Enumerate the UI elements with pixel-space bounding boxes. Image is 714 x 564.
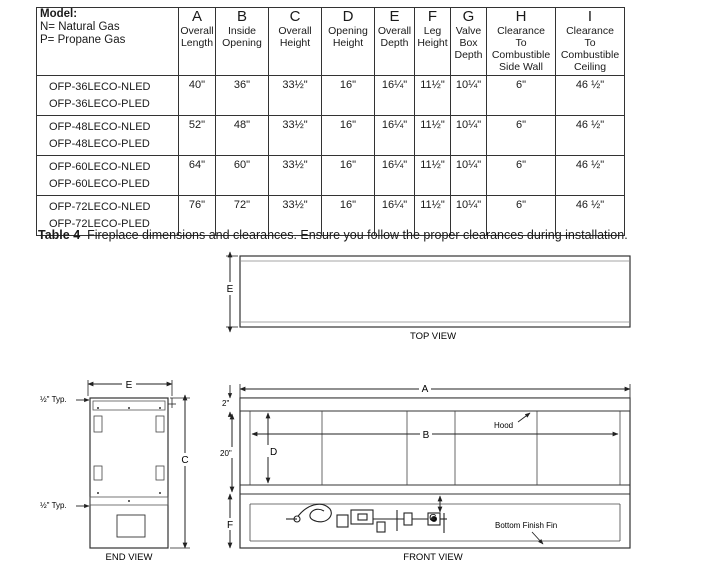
model-header-title: Model: <box>40 8 78 20</box>
value-g: 10¼" <box>451 156 487 196</box>
model-propane-gas: OFP-60LECO-PLED <box>49 178 150 190</box>
value-e: 16¼" <box>375 196 415 236</box>
value-f: 11½" <box>415 156 451 196</box>
value-f: 11½" <box>415 196 451 236</box>
value-d: 16" <box>322 76 375 116</box>
top-view-title: TOP VIEW <box>409 331 457 342</box>
model-natural-gas: OFP-48LECO-NLED <box>49 121 151 133</box>
model-propane-gas: OFP-36LECO-PLED <box>49 98 150 110</box>
column-letter: A <box>191 8 202 25</box>
column-label: Combustible <box>560 49 620 61</box>
value-b: 36" <box>216 76 269 116</box>
column-label: Combustible <box>491 49 551 61</box>
value-i: 46 ½" <box>556 156 625 196</box>
end-view-title: END VIEW <box>105 552 153 563</box>
value-a: 52" <box>179 116 216 156</box>
column-letter: E <box>389 8 400 25</box>
value-c: 33½" <box>269 156 322 196</box>
front-view-dim-g: G <box>429 513 437 524</box>
front-view-20in-label: 20" <box>220 449 232 458</box>
column-label: Ceiling <box>573 61 607 73</box>
value-f: 11½" <box>415 116 451 156</box>
value-c: 33½" <box>269 116 322 156</box>
front-view-hood <box>240 398 630 411</box>
front-view-dim-a: A <box>421 384 429 395</box>
column-label: Inside <box>227 25 257 37</box>
column-label: Valve <box>455 25 482 37</box>
value-h: 6" <box>487 156 556 196</box>
column-letter: G <box>462 8 475 25</box>
model-header-natural-gas: N= Natural Gas <box>40 21 120 33</box>
column-label: Box <box>459 37 478 49</box>
model-natural-gas: OFP-60LECO-NLED <box>49 161 151 173</box>
value-c: 33½" <box>269 76 322 116</box>
column-label: Depth <box>380 37 409 49</box>
value-d: 16" <box>322 116 375 156</box>
value-d: 16" <box>322 156 375 196</box>
front-view-dim-f: F <box>226 520 234 531</box>
model-header-propane-gas: P= Propane Gas <box>40 34 126 46</box>
value-c: 33½" <box>269 196 322 236</box>
column-label: To <box>584 37 596 49</box>
value-a: 76" <box>179 196 216 236</box>
column-label: Side Wall <box>499 61 543 73</box>
column-label: Overall <box>377 25 412 37</box>
column-label: Height <box>332 37 364 49</box>
column-letter: H <box>515 8 527 25</box>
front-view-dim-d: D <box>270 447 278 458</box>
value-e: 16¼" <box>375 156 415 196</box>
value-f: 11½" <box>415 76 451 116</box>
value-b: 48" <box>216 116 269 156</box>
front-view-dim-b: B <box>422 430 430 441</box>
front-view-title: FRONT VIEW <box>403 552 463 563</box>
half-typ-top-label: ½" Typ. <box>40 395 67 404</box>
value-i: 46 ½" <box>556 116 625 156</box>
value-b: 60" <box>216 156 269 196</box>
column-label: Height <box>279 37 311 49</box>
caption-text: Fireplace dimensions and clearances. Ensure you follow the proper clearances during installation. <box>87 228 628 242</box>
model-propane-gas: OFP-48LECO-PLED <box>49 138 150 150</box>
column-label: To <box>515 37 527 49</box>
half-typ-bottom-label: ½" Typ. <box>40 501 67 510</box>
value-h: 6" <box>487 76 556 116</box>
value-g: 10¼" <box>451 196 487 236</box>
value-a: 40" <box>179 76 216 116</box>
column-label: Leg <box>423 25 442 37</box>
top-view-dim-e: E <box>226 284 234 295</box>
end-view <box>40 378 191 563</box>
value-d: 16" <box>322 196 375 236</box>
column-label: Overall <box>180 25 214 37</box>
top-view <box>224 252 630 342</box>
column-label: Clearance <box>497 25 545 37</box>
end-view-dim-e: E <box>125 380 133 391</box>
column-label: Clearance <box>566 25 614 37</box>
value-h: 6" <box>487 116 556 156</box>
value-h: 6" <box>487 196 556 236</box>
hood-label: Hood <box>494 421 514 430</box>
column-label: Height <box>417 37 448 49</box>
column-label: Length <box>180 37 214 49</box>
column-letter: C <box>289 8 301 25</box>
front-view-2in-label: 2" <box>222 399 230 408</box>
column-label: Opening <box>222 37 262 49</box>
value-i: 46 ½" <box>556 196 625 236</box>
model-natural-gas: OFP-72LECO-NLED <box>49 201 151 213</box>
value-a: 64" <box>179 156 216 196</box>
column-label: Overall <box>278 25 312 37</box>
bottom-finish-fin-label: Bottom Finish Fin <box>495 521 558 530</box>
model-natural-gas: OFP-36LECO-NLED <box>49 81 151 93</box>
value-e: 16¼" <box>375 76 415 116</box>
value-i: 46 ½" <box>556 76 625 116</box>
column-label: Opening <box>328 25 368 37</box>
end-view-access-panel <box>117 515 145 537</box>
column-letter: B <box>236 8 247 25</box>
front-view <box>219 383 630 563</box>
column-letter: D <box>342 8 354 25</box>
caption-label: Table 4 <box>38 228 81 242</box>
value-b: 72" <box>216 196 269 236</box>
value-e: 16¼" <box>375 116 415 156</box>
value-g: 10¼" <box>451 76 487 116</box>
model-propane-gas: OFP-72LECO-PLED <box>49 218 150 230</box>
top-view-outline <box>240 256 630 327</box>
value-g: 10¼" <box>451 116 487 156</box>
column-letter: F <box>427 8 438 25</box>
column-label: Depth <box>454 49 483 61</box>
column-letter: I <box>587 8 593 25</box>
end-view-dim-c: C <box>181 455 189 466</box>
